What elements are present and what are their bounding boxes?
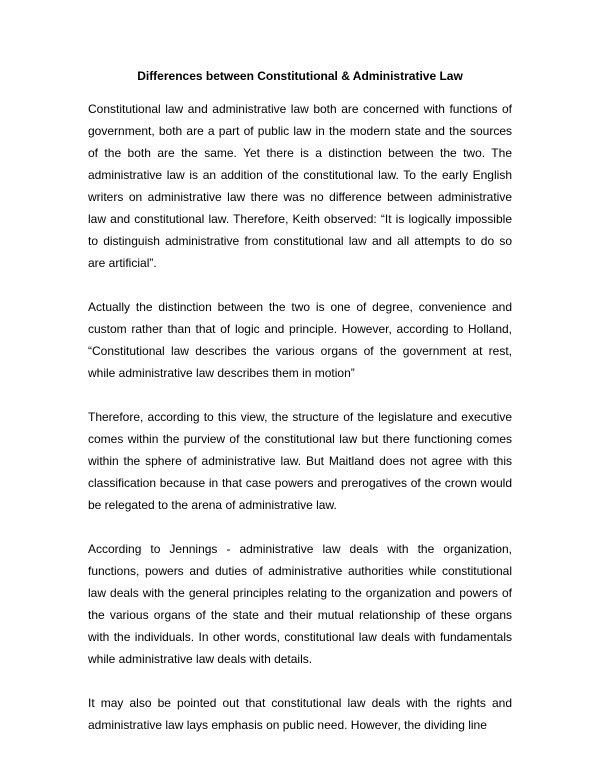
paragraph-2: Actually the distinction between the two is one of degree, convenience and custom rather than that of logic and principle. However, according to Holland, “Constitutional law describes the various organs of the government at rest, while administrative law describes them in motion” bbox=[88, 300, 512, 380]
document-body bbox=[88, 98, 512, 758]
document-title: Differences between Constitutional & Administrative Law bbox=[137, 69, 463, 83]
paragraph-5: It may also be pointed out that constitutional law deals with the rights and administrative law lays emphasis on public need. However, the dividing line bbox=[88, 696, 512, 732]
paragraph-4: According to Jennings - administrative law deals with the organization, functions, powers and duties of administrative authorities while constitutional law deals with the general principles relating to the organization and powers of the various organs of the state and their mutual relationship of these organs with the individuals. In other words, constitutional law deals with fundamentals while administrative law deals with details. bbox=[88, 542, 512, 666]
paragraph-3: Therefore, according to this view, the structure of the legislature and executive comes within the purview of the constitutional law but there functioning comes within the sphere of administrative law. But Maitland does not agree with this classification because in that case powers and prerogatives of the crown would be relegated to the arena of administrative law. bbox=[88, 410, 512, 512]
paragraph-1: Constitutional law and administrative law both are concerned with functions of government, both are a part of public law in the modern state and the sources of the both are the same. Yet there is a distinction between the two. The administrative law is an addition of the constitutional law. To the early English writers on administrative law there was no difference between administrative law and constitutional law. Therefore, Keith observed: “It is logically impossible to distinguish administrative from constitutional law and all attempts to do so are artificial”. bbox=[88, 102, 512, 270]
